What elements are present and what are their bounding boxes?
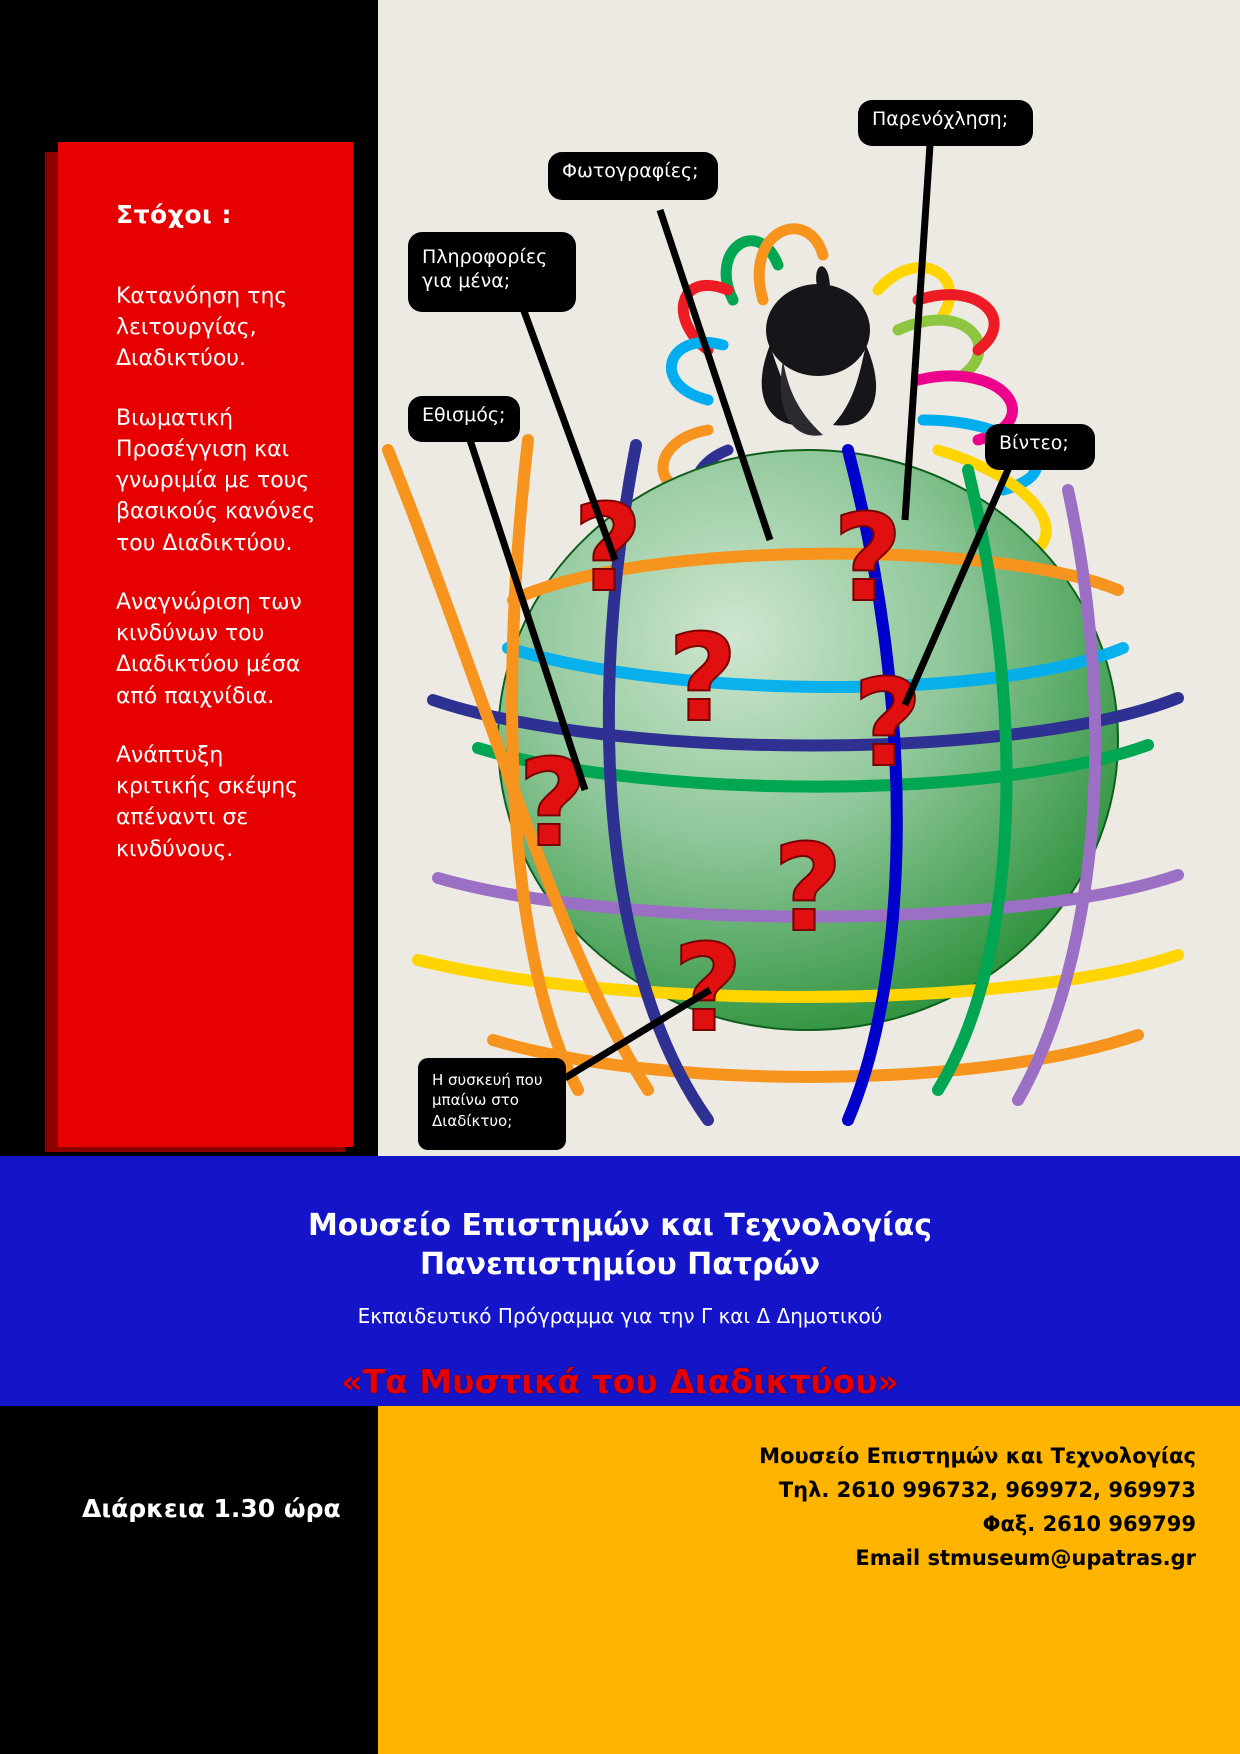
objective-item: Αναγνώριση των κινδύνων του Διαδικτύου μέσα από παιχνίδια. [116, 589, 302, 709]
callout-info-about-me [408, 232, 576, 312]
footer-contact [378, 1406, 1240, 1754]
objectives-title: Στόχοι : [116, 200, 232, 229]
program-subtitle: Εκπαιδευτικό Πρόγραμμα για την Γ και Δ Δημοτικού [357, 1304, 883, 1328]
contact-line: Μουσείο Επιστημών και Τεχνολογίας [759, 1444, 1196, 1468]
svg-text:?: ? [573, 480, 643, 619]
svg-text:?: ? [853, 655, 923, 794]
callout-addiction [408, 396, 520, 442]
callout-device [418, 1058, 566, 1150]
callout-text: Πληροφορίες για μένα; [422, 246, 548, 292]
svg-text:?: ? [668, 610, 738, 749]
svg-text:?: ? [773, 820, 843, 959]
svg-text:?: ? [518, 735, 588, 874]
svg-text:?: ? [673, 920, 743, 1059]
callout-photos [548, 152, 718, 200]
callout-harassment [858, 100, 1033, 146]
objective-item: Κατανόηση της λειτουργίας, Διαδικτύου. [116, 284, 288, 372]
svg-text:?: ? [833, 490, 903, 629]
banner [0, 1156, 1240, 1406]
objective-item: Βιωματική Προσέγγιση και γνωριμία με τους βασικούς κανόνες του Διαδικτύου. [116, 405, 316, 556]
program-title: «Τα Μυστικά του Διαδικτύου» [341, 1362, 899, 1401]
objective-item: Ανάπτυξη κριτικής σκέψης απέναντι σε κινδύνους. [116, 742, 299, 862]
contact-line[interactable]: Email stmuseum@upatras.gr [855, 1546, 1196, 1571]
callout-video [985, 424, 1095, 470]
contact-line: Φαξ. 2610 969799 [982, 1512, 1196, 1537]
callout-text: Παρενόχληση; [872, 108, 1009, 130]
callout-text: Η συσκευή που μπαίνω στο Διαδίκτυο; [432, 1071, 543, 1130]
callout-text: Βίντεο; [999, 432, 1069, 454]
footer-left [0, 1406, 378, 1754]
museum-name-line2: Πανεπιστημίου Πατρών [419, 1247, 821, 1282]
callout-text: Φωτογραφίες; [562, 160, 699, 182]
contact-line: Τηλ. 2610 996732, 969972, 969973 [778, 1478, 1196, 1503]
museum-name-line1: Μουσείο Επιστημών και Τεχνολογίας [307, 1208, 933, 1243]
callout-text: Εθισμός; [422, 404, 506, 426]
duration-label: Διάρκεια 1.30 ώρα [82, 1494, 341, 1523]
